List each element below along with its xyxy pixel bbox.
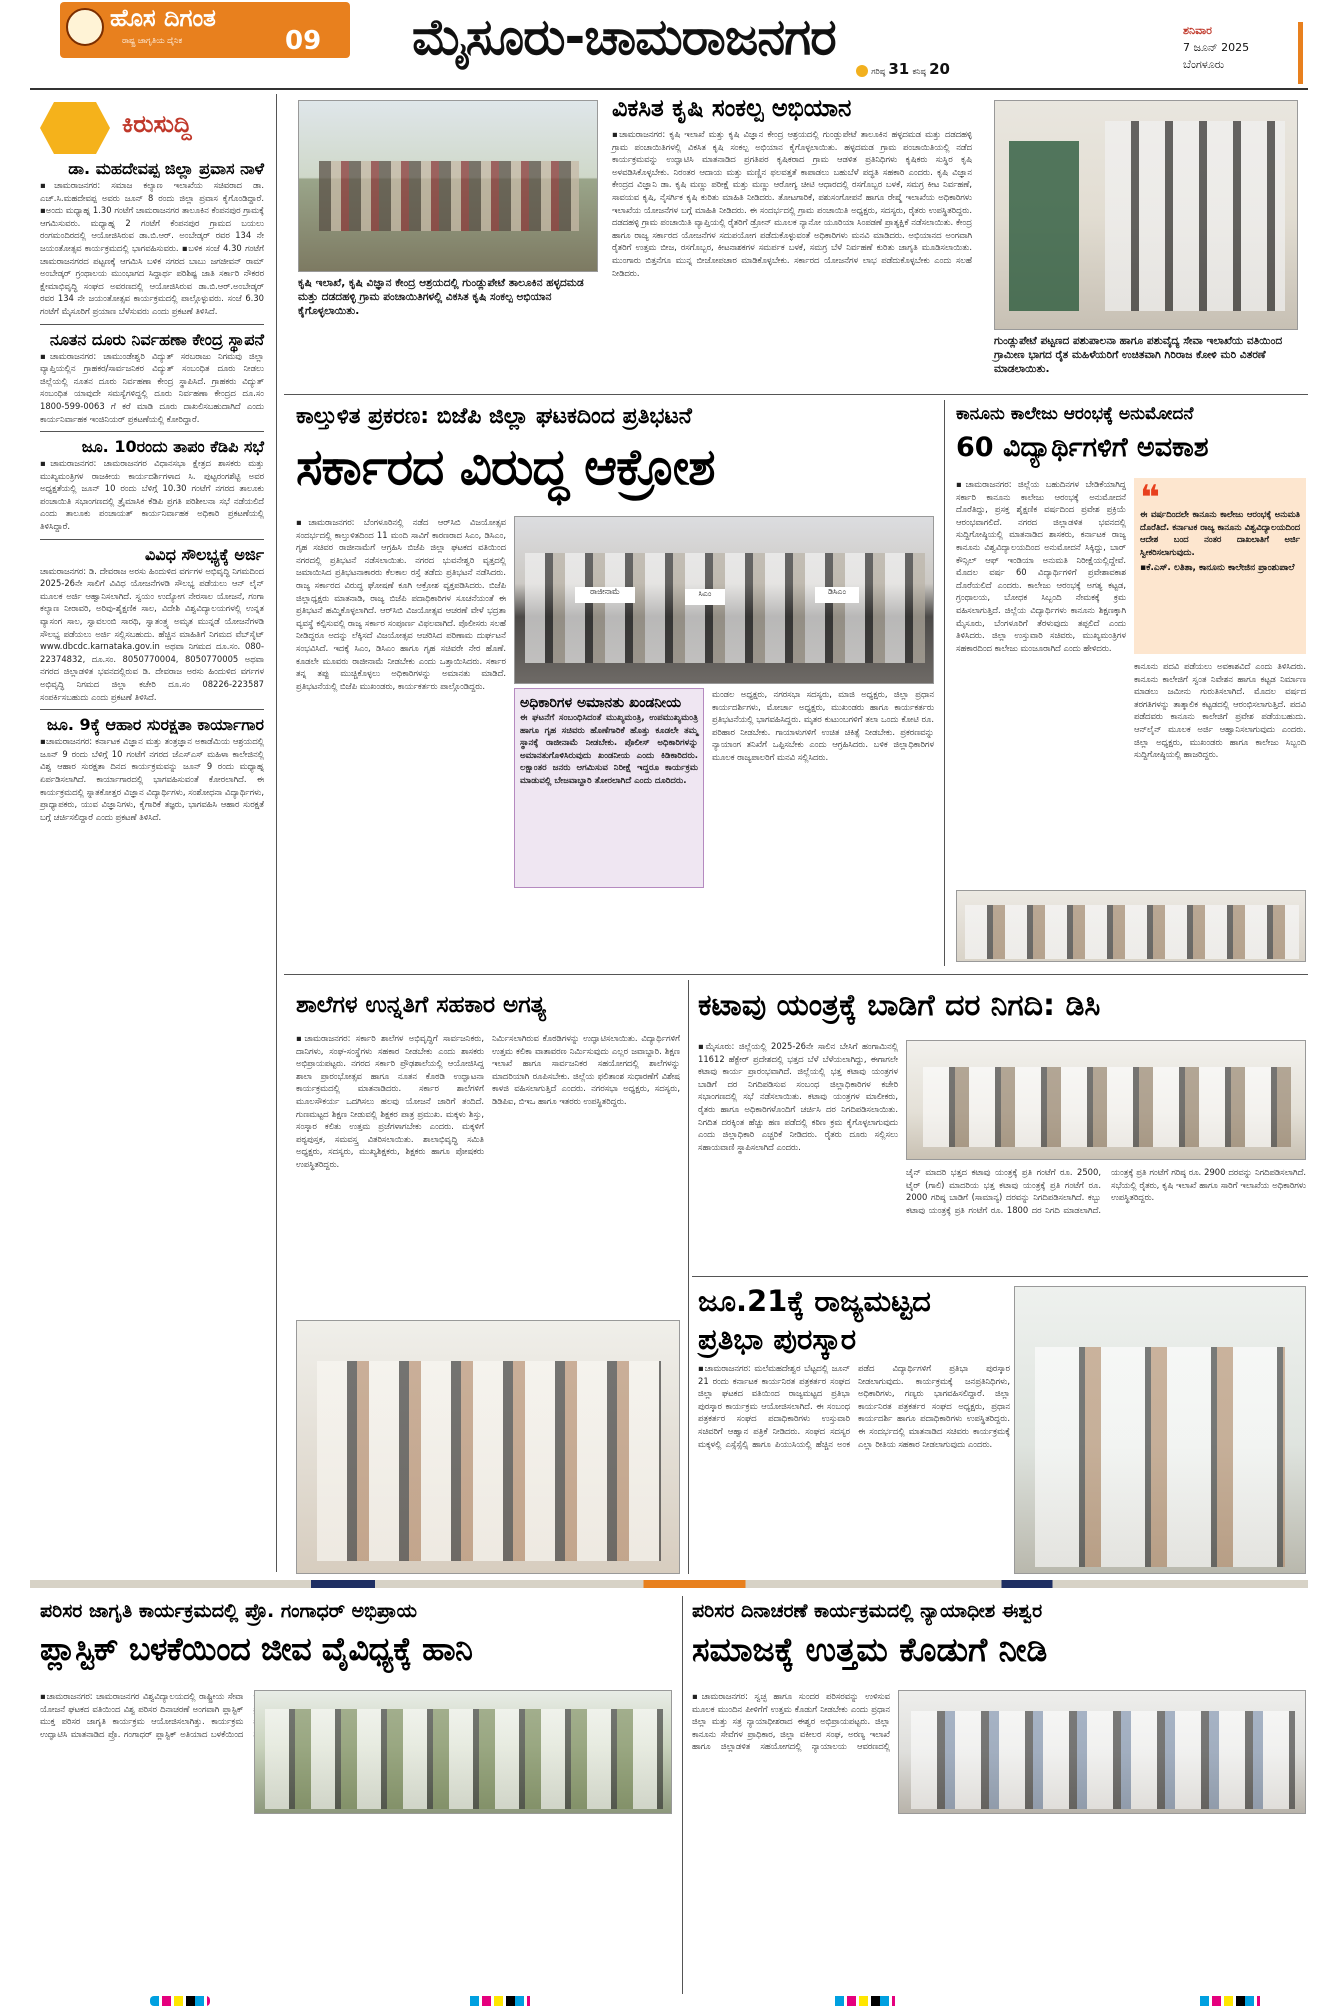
brief-item <box>40 431 267 533</box>
color-bar <box>30 1580 1308 1588</box>
registration-marks <box>1200 1996 1260 2006</box>
column-divider <box>944 400 945 966</box>
masthead-logo <box>60 2 350 58</box>
story3-body2: ಕಾನೂನು ಪದವಿ ಪಡೆಯಲು ಅವಕಾಶವಿದೆ ಎಂದು ತಿಳಿಸಿದರು. ಕಾನೂನು ಕಾಲೇಜಿಗೆ ಸ್ವಂತ ನಿವೇಶನ ಹಾಗೂ ಕಟ್ಟಡ ನಿರ್ಮಾಣ ಮಾಡಲು ಜಮೀನು ಗುರುತಿಸಲಾಗಿದೆ. ಮೊದಲ ವರ್ಷದ ತರಗತಿಗಳನ್ನು ತಾತ್ಕಾಲಿಕ ಕಟ್ಟಡದಲ್ಲಿ ಆರಂಭಿಸಲಾಗುತ್ತಿದೆ. ಪದವಿ ಪಡೆದವರು ಕಾನೂನು ಕಾಲೇಜಿಗೆ ಪ್ರವೇಶ ಪಡೆಯಬಹುದು. ಆನ್‌ಲೈನ್ ಮೂಲಕ ಅರ್ಜಿ ಆಹ್ವಾನಿಸಲಾಗುವುದು ಎಂದರು. ಜಿಲ್ಲಾ ಅಧ್ಯಕ್ಷರು, ಮುಖಂಡರು ಹಾಗೂ ಕಾಲೇಜು ಸಿಬ್ಬಂದಿ ಸುದ್ದಿಗೋಷ್ಠಿಯಲ್ಲಿ ಹಾಜರಿದ್ದರು. <box>1134 661 1309 760</box>
story2-body: ▪ಚಾಮರಾಜನಗರ: ಬೆಂಗಳೂರಿನಲ್ಲಿ ನಡೆದ ಆರ್‌ಸಿಬಿ ವಿಜಯೋತ್ಸವ ಸಂದರ್ಭದಲ್ಲಿ ಕಾಲ್ತುಳಿತದಿಂದ 11 ಮಂದಿ ಸಾವಿಗೆ ಕಾರಣರಾದ ಸಿಎಂ, ಡಿಸಿಎಂ, ಗೃಹ ಸಚಿವರ ರಾಜೀನಾಮೆಗೆ ಆಗ್ರಹಿಸಿ ಬಿಜೆಪಿ ಜಿಲ್ಲಾ ಘಟಕದ ವತಿಯಿಂದ ನಗರದಲ್ಲಿ ಪ್ರತಿಭಟನೆ ನಡೆಸಲಾಯಿತು. ನಗರದ ಭುವನೇಶ್ವರಿ ವೃತ್ತದಲ್ಲಿ ಜಮಾಯಿಸಿದ ಪ್ರತಿಭಟನಾಕಾರರು ಕೆಲಕಾಲ ರಸ್ತೆ ತಡೆದು ಪ್ರತಿಭಟನೆ ನಡೆಸಿದರು. ರಾಜ್ಯ ಸರ್ಕಾರದ ವಿರುದ್ಧ ಘೋಷಣೆ ಕೂಗಿ ಆಕ್ರೋಶ ವ್ಯಕ್ತಪಡಿಸಿದರು. ಬಿಜೆಪಿ ಜಿಲ್ಲಾಧ್ಯಕ್ಷರು ಮಾತನಾಡಿ, ರಾಜ್ಯ ಬಿಜೆಪಿ ಪದಾಧಿಕಾರಿಗಳ ಸೂಚನೆಯಂತೆ ಈ ಪ್ರತಿಭಟನೆ ಹಮ್ಮಿಕೊಳ್ಳಲಾಗಿದೆ. ಆರ್‌ಸಿಬಿ ವಿಜಯೋತ್ಸವ ಆಚರಣೆ ವೇಳೆ ಭದ್ರತಾ ವ್ಯವಸ್ಥೆ ಕಲ್ಪಿಸುವಲ್ಲಿ ರಾಜ್ಯ ಸರ್ಕಾರ ಸಂಪೂರ್ಣ ವಿಫಲವಾಗಿದೆ. ಪೊಲೀಸರು ಸಲಹೆ ನೀಡಿದ್ದರೂ ಅದನ್ನು ಲೆಕ್ಕಿಸದೆ ವಿಜಯೋತ್ಸವ ಆಚರಿಸಿದ ಪರಿಣಾಮ ದುರ್ಘಟನೆ ಸಂಭವಿಸಿದೆ. ಇದಕ್ಕೆ ಸಿಎಂ, ಡಿಸಿಎಂ ಹಾಗೂ ಗೃಹ ಸಚಿವರೇ ನೇರ ಹೊಣೆ. ಕೂಡಲೇ ಮೂವರು ರಾಜೀನಾಮೆ ನೀಡಬೇಕು ಎಂದು ಒತ್ತಾಯಿಸಿದರು. ಸರ್ಕಾರ ತನ್ನ ತಪ್ಪು ಮುಚ್ಚಿಕೊಳ್ಳಲು ಅಧಿಕಾರಿಗಳನ್ನು ಅಮಾನತು ಮಾಡಿದೆ. ಪ್ರತಿಭಟನೆಯಲ್ಲಿ ಬಿಜೆಪಿ ಮುಖಂಡರು, ಕಾರ್ಯಕರ್ತರು ಪಾಲ್ಗೊಂಡಿದ್ದರು. <box>296 517 509 691</box>
brief-item <box>40 539 267 704</box>
brief-item <box>40 709 267 823</box>
story4-body: ▪ಚಾಮರಾಜನಗರ: ಸರ್ಕಾರಿ ಶಾಲೆಗಳ ಅಭಿವೃದ್ಧಿಗೆ ಸಾರ್ವಜನಿಕರು, ದಾನಿಗಳು, ಸಂಘ-ಸಂಸ್ಥೆಗಳು ಸಹಕಾರ ನೀಡಬೇಕು ಎಂದು ಶಾಸಕರು ಅಭಿಪ್ರಾಯಪಟ್ಟರು. ನಗರದ ಸರ್ಕಾರಿ ಪ್ರೌಢಶಾಲೆಯಲ್ಲಿ ಆಯೋಜಿಸಿದ್ದ ಶಾಲಾ ಪ್ರಾರಂಭೋತ್ಸವ ಹಾಗೂ ನೂತನ ಕೊಠಡಿ ಉದ್ಘಾಟನಾ ಕಾರ್ಯಕ್ರಮದಲ್ಲಿ ಮಾತನಾಡಿದರು. ಸರ್ಕಾರ ಶಾಲೆಗಳಿಗೆ ಮೂಲಸೌಕರ್ಯ ಒದಗಿಸಲು ಹಲವು ಯೋಜನೆ ಜಾರಿಗೆ ತಂದಿದೆ. ಗುಣಮಟ್ಟದ ಶಿಕ್ಷಣ ನೀಡುವಲ್ಲಿ ಶಿಕ್ಷಕರ ಪಾತ್ರ ಪ್ರಮುಖ. ಮಕ್ಕಳು ಶಿಸ್ತು, ಸಂಸ್ಕಾರ ಕಲಿತು ಉತ್ತಮ ಪ್ರಜೆಗಳಾಗಬೇಕು ಎಂದರು. ಮಕ್ಕಳಿಗೆ ಪಠ್ಯಪುಸ್ತಕ, ಸಮವಸ್ತ್ರ ವಿತರಿಸಲಾಯಿತು. ಶಾಲಾಭಿವೃದ್ಧಿ ಸಮಿತಿ ಅಧ್ಯಕ್ಷರು, ಸದಸ್ಯರು, ಮುಖ್ಯಶಿಕ್ಷಕರು, ಶಿಕ್ಷಕರು ಹಾಗೂ ಪೋಷಕರು ಉಪಸ್ಥಿತರಿದ್ದರು. <box>296 1033 487 1169</box>
brief-title: ಜೂ. 9ಕ್ಕೆ ಆಹಾರ ಸುರಕ್ಷತಾ ಕಾರ್ಯಾಗಾರ <box>46 715 264 735</box>
quote-byline: ▪ಕೆ.ಎಸ್. ಲತಿತಾ, ಕಾನೂನು ಕಾಲೇಜಿನ ಪ್ರಾಂಶುಪಾಲೆ <box>1140 563 1295 574</box>
story8-kicker: ಪರಿಸರ ದಿನಾಚರಣೆ ಕಾರ್ಯಕ್ರಮದಲ್ಲಿ ನ್ಯಾಯಾಧೀಶ ಈಶ್ವರ <box>692 1600 1043 1622</box>
story4-body2: ನಿರ್ಮಿಸಲಾಗಿರುವ ಕೊಠಡಿಗಳನ್ನು ಉದ್ಘಾಟಿಸಲಾಯಿತು. ವಿದ್ಯಾರ್ಥಿಗಳಿಗೆ ಉತ್ತಮ ಕಲಿಕಾ ವಾತಾವರಣ ನಿರ್ಮಿಸುವುದು ಎಲ್ಲರ ಜವಾಬ್ದಾರಿ. ಶಿಕ್ಷಣ ಇಲಾಖೆ ಹಾಗೂ ಸಾರ್ವಜನಿಕರ ಸಹಯೋಗದಲ್ಲಿ ಶಾಲೆಗಳನ್ನು ಮಾದರಿಯಾಗಿ ರೂಪಿಸಬೇಕು. ಜಿಲ್ಲೆಯ ಫಲಿತಾಂಶ ಸುಧಾರಣೆಗೆ ವಿಶೇಷ ಕಾಳಜಿ ವಹಿಸಲಾಗುತ್ತಿದೆ ಎಂದರು. ನಗರಸಭಾ ಅಧ್ಯಕ್ಷರು, ಸದಸ್ಯರು, ಡಿಡಿಪಿಐ, ಬಿಇಒ ಹಾಗೂ ಇತರರು ಉಪಸ್ಥಿತರಿದ್ದರು. <box>492 1033 683 1106</box>
dateline <box>1183 22 1303 84</box>
photo-caption: ಗುಂಡ್ಲುಪೇಟೆ ಪಟ್ಟಣದ ಪಶುಪಾಲನಾ ಹಾಗೂ ಪಶುವೈದ್ಯ ಸೇವಾ ಇಲಾಖೆಯ ವತಿಯಿಂದ ಗ್ರಾಮೀಣ ಭಾಗದ ರೈತ ಮಹಿಳೆಯರಿಗೆ ಉಚಿತವಾಗಿ ಗಿರಿರಾಜ ಕೋಳಿ ಮರಿ ವಿತರಣೆ ಮಾಡಲಾಯಿತು. <box>994 335 1283 375</box>
story3-quote-box <box>1134 478 1306 654</box>
section-rule <box>284 394 1308 395</box>
story2-body2: ಮಂಡಲ ಅಧ್ಯಕ್ಷರು, ನಗರಸಭಾ ಸದಸ್ಯರು, ಮಾಜಿ ಅಧ್ಯಕ್ಷರು, ಜಿಲ್ಲಾ ಪ್ರಧಾನ ಕಾರ್ಯದರ್ಶಿಗಳು, ಮೋರ್ಚಾ ಅಧ್ಯಕ್ಷರು, ಮುಖಂಡರು ಹಾಗೂ ಕಾರ್ಯಕರ್ತರು ಪ್ರತಿಭಟನೆಯಲ್ಲಿ ಭಾಗವಹಿಸಿದ್ದರು. ಮೃತರ ಕುಟುಂಬಗಳಿಗೆ ತಲಾ ಒಂದು ಕೋಟಿ ರೂ. ಪರಿಹಾರ ನೀಡಬೇಕು. ಗಾಯಾಳುಗಳಿಗೆ ಉಚಿತ ಚಿಕಿತ್ಸೆ ನೀಡಬೇಕು. ಪ್ರಕರಣವನ್ನು ನ್ಯಾಯಾಂಗ ತನಿಖೆಗೆ ಒಪ್ಪಿಸಬೇಕು ಎಂದು ಆಗ್ರಹಿಸಿದರು. ಬಳಿಕ ಜಿಲ್ಲಾಧಿಕಾರಿಗಳ ಮೂಲಕ ರಾಜ್ಯಪಾಲರಿಗೆ ಮನವಿ ಸಲ್ಲಿಸಿದರು. <box>712 689 937 762</box>
photo-caption: ಕೃಷಿ ಇಲಾಖೆ, ಕೃಷಿ ವಿಜ್ಞಾನ ಕೇಂದ್ರ ಆಶ್ರಯದಲ್ಲಿ ಗುಂಡ್ಲುಪೇಟೆ ತಾಲೂಕಿನ ಹಳ್ಳದಮಡ ಮತ್ತು ದಡದಹಳ್ಳಿ ಗ್ರಾಮ ಪಂಚಾಯಿತಿಗಳಲ್ಲಿ ವಿಕಸಿತ ಕೃಷಿ ಸಂಕಲ್ಪ ಅಭಿಯಾನ ಕೈಗೊಳ್ಳಲಾಯಿತು. <box>298 277 584 317</box>
sidebar-brand <box>40 98 262 158</box>
page-number: 09 <box>285 26 322 56</box>
sun-icon <box>856 65 868 77</box>
story3-body: ▪ಚಾಮರಾಜನಗರ: ಜಿಲ್ಲೆಯ ಬಹುದಿನಗಳ ಬೇಡಿಕೆಯಾಗಿದ್ದ ಸರ್ಕಾರಿ ಕಾನೂನು ಕಾಲೇಜು ಆರಂಭಕ್ಕೆ ಅನುಮೋದನೆ ದೊರೆತಿದ್ದು, ಪ್ರಸಕ್ತ ಶೈಕ್ಷಣಿಕ ವರ್ಷದಿಂದ ಪ್ರವೇಶ ಪ್ರಕ್ರಿಯೆ ಆರಂಭವಾಗಲಿದೆ. ನಗರದ ಜಿಲ್ಲಾಡಳಿತ ಭವನದಲ್ಲಿ ಸುದ್ದಿಗೋಷ್ಠಿಯಲ್ಲಿ ಮಾತನಾಡಿದ ಶಾಸಕರು, ಕರ್ನಾಟಕ ರಾಜ್ಯ ಕಾನೂನು ವಿಶ್ವವಿದ್ಯಾಲಯದಿಂದ ಅನುಮೋದನೆ ಸಿಕ್ಕಿದ್ದು, ಬಾರ್ ಕೌನ್ಸಿಲ್ ಆಫ್ ಇಂಡಿಯಾ ಅನುಮತಿ ನಿರೀಕ್ಷೆಯಲ್ಲಿದ್ದೇವೆ. ಮೊದಲ ವರ್ಷ 60 ವಿದ್ಯಾರ್ಥಿಗಳಿಗೆ ಪ್ರವೇಶಾವಕಾಶ ದೊರೆಯಲಿದೆ ಎಂದರು. ಕಾಲೇಜು ಆರಂಭಕ್ಕೆ ಅಗತ್ಯ ಕಟ್ಟಡ, ಗ್ರಂಥಾಲಯ, ಬೋಧಕ ಸಿಬ್ಬಂದಿ ನೇಮಕಕ್ಕೆ ಕ್ರಮ ವಹಿಸಲಾಗುತ್ತಿದೆ. ಜಿಲ್ಲೆಯ ವಿದ್ಯಾರ್ಥಿಗಳು ಕಾನೂನು ಶಿಕ್ಷಣಕ್ಕಾಗಿ ಮೈಸೂರು, ಬೆಂಗಳೂರಿಗೆ ತೆರಳುವುದು ತಪ್ಪಲಿದೆ ಎಂದು ತಿಳಿಸಿದರು. ಜಿಲ್ಲಾ ಉಸ್ತುವಾರಿ ಸಚಿವರು, ಮುಖ್ಯಮಂತ್ರಿಗಳ ಸಹಕಾರದಿಂದ ಕಾಲೇಜು ಮಂಜೂರಾಗಿದೆ ಎಂದು ಹೇಳಿದರು. <box>956 479 1129 653</box>
story1-body: ▪ಚಾಮರಾಜನಗರ: ಕೃಷಿ ಇಲಾಖೆ ಮತ್ತು ಕೃಷಿ ವಿಜ್ಞಾನ ಕೇಂದ್ರ ಆಶ್ರಯದಲ್ಲಿ ಗುಂಡ್ಲುಪೇಟೆ ತಾಲೂಕಿನ ಹಳ್ಳದಮಡ ಮತ್ತು ದಡದಹಳ್ಳಿ ಗ್ರಾಮ ಪಂಚಾಯಿತಿಗಳಲ್ಲಿ ವಿಕಸಿತ ಕೃಷಿ ಸಂಕಲ್ಪ ಅಭಿಯಾನ ಕೈಗೊಳ್ಳಲಾಯಿತು. ಹಳ್ಳದಮಡ ಗ್ರಾಮ ಪಂಚಾಯಿತಿಯಲ್ಲಿ ನಡೆದ ಕಾರ್ಯಕ್ರಮವನ್ನು ಉದ್ಘಾಟಿಸಿ ಮಾತನಾಡಿದ ಪ್ರಗತಿಪರ ಕೃಷಿಕರಾದ ಗ್ರಾಮ ಆಡಳಿತ ಪ್ರತಿನಿಧಿಗಳು ಕೃಷಿಕರು ಸುಸ್ಥಿರ ಕೃಷಿ ಅಳವಡಿಸಿಕೊಳ್ಳಬೇಕು. ನಿರಂತರ ಆದಾಯ ಮತ್ತು ಮಣ್ಣಿನ ಫಲವತ್ತತೆ ಕಾಪಾಡಲು ಬಹುಬೆಳೆ ಪದ್ಧತಿ ಸಹಕಾರಿ ಎಂದರು. ಕೃಷಿ ವಿಜ್ಞಾನ ಕೇಂದ್ರದ ವಿಜ್ಞಾನಿ ಡಾ. ಕೃಷಿ ಮಣ್ಣು ಪರೀಕ್ಷೆ ಮತ್ತು ಮಣ್ಣು ಆರೋಗ್ಯ ಚೀಟಿ ಆಧಾರದಲ್ಲಿ ರಸಗೊಬ್ಬರ ಬಳಕೆ, ಸಮಗ್ರ ಕೀಟ ನಿರ್ವಹಣೆ, ಸಾವಯವ ಕೃಷಿ, ನೈಸರ್ಗಿಕ ಕೃಷಿ ಕುರಿತು ಮಾಹಿತಿ ನೀಡಿದರು. ತೋಟಗಾರಿಕೆ, ಪಶುಸಂಗೋಪನೆ ಹಾಗೂ ರೇಷ್ಮೆ ಇಲಾಖೆಯ ಅಧಿಕಾರಿಗಳು ಇಲಾಖೆಯ ಯೋಜನೆಗಳ ಬಗ್ಗೆ ಮಾಹಿತಿ ನೀಡಿದರು. ಈ ಸಂದರ್ಭದಲ್ಲಿ ಗ್ರಾಮ ಪಂಚಾಯಿತಿ ಅಧ್ಯಕ್ಷರು, ಸದಸ್ಯರು, ರೈತರು ಉಪಸ್ಥಿತರಿದ್ದರು. ದಡದಹಳ್ಳಿ ಗ್ರಾಮ ಪಂಚಾಯಿತಿ ವ್ಯಾಪ್ತಿಯಲ್ಲಿ ರೈತರಿಗೆ ಡ್ರೋನ್ ಮೂಲಕ ನ್ಯಾನೋ ಯೂರಿಯಾ ಸಿಂಪಡಣೆ ಪ್ರಾತ್ಯಕ್ಷಿಕೆ ನಡೆಸಲಾಯಿತು. ಕೇಂದ್ರ ಹಾಗೂ ರಾಜ್ಯ ಸರ್ಕಾರದ ಯೋಜನೆಗಳ ಸದುಪಯೋಗ ಪಡೆದುಕೊಳ್ಳುವಂತೆ ಅಧಿಕಾರಿಗಳು ಮನವಿ ಮಾಡಿದರು. ಅಭಿಯಾನದ ಅಂಗವಾಗಿ ರೈತರಿಗೆ ಉತ್ತಮ ಬೀಜ, ರಸಗೊಬ್ಬರ, ಕೀಟನಾಶಕಗಳ ಸಮರ್ಪಕ ಬಳಕೆ, ಸಮಗ್ರ ಬೆಳೆ ನಿರ್ವಹಣೆ ಕುರಿತು ಜಾಗೃತಿ ಮೂಡಿಸಲಾಯಿತು. ಮುಂಗಾರು ಬಿತ್ತನೆಗೂ ಮುನ್ನ ಬೀಜೋಪಚಾರ ಮಾಡಿಕೊಳ್ಳಬೇಕು. ಸರ್ಕಾರದ ಯೋಜನೆಗಳ ಲಾಭ ಪಡೆದುಕೊಳ್ಳಬೇಕು ಎಂದು ಸಲಹೆ ನೀಡಿದರು. <box>612 129 975 278</box>
hand-icon <box>40 102 110 154</box>
protest-sign: ರಾಜೀನಾಮೆ <box>575 587 635 603</box>
column-divider <box>276 94 277 1572</box>
story8-headline: ಸಮಾಜಕ್ಕೆ ಉತ್ತಮ ಕೊಡುಗೆ ನೀಡಿ <box>692 1630 1048 1669</box>
story7-kicker: ಪರಿಸರ ಜಾಗೃತಿ ಕಾರ್ಯಕ್ರಮದಲ್ಲಿ ಪ್ರೊ. ಗಂಗಾಧರ್ ಅಭಿಪ್ರಾಯ <box>40 1600 417 1622</box>
photo-invitation <box>1014 1286 1306 1574</box>
brief-body: ▪ಚಾಮರಾಜನಗರ: ಕರ್ನಾಟಕ ವಿಜ್ಞಾನ ಮತ್ತು ತಂತ್ರಜ್ಞಾನ ಅಕಾಡೆಮಿಯ ಆಶ್ರಯದಲ್ಲಿ ಜೂನ್ 9 ರಂದು ಬೆಳಿಗ್ಗೆ 10 ಗಂಟೆಗೆ ನಗರದ ಜೆಎಸ್‌ಎಸ್ ಮಹಿಳಾ ಕಾಲೇಜಿನಲ್ಲಿ ವಿಶ್ವ ಆಹಾರ ಸುರಕ್ಷತಾ ದಿನದ ಕಾರ್ಯಕ್ರಮವನ್ನು ಜೂನ್ 9 ರಂದು ಮಧ್ಯಾಹ್ನ ಏರ್ಪಡಿಸಲಾಗಿದೆ. ಕಾರ್ಯಾಗಾರದಲ್ಲಿ ಭಾಗವಹಿಸುವಂತೆ ಕೋರಲಾಗಿದೆ. ಈ ಕಾರ್ಯಕ್ರಮದಲ್ಲಿ ಸ್ನಾತಕೋತ್ತರ ವಿಜ್ಞಾನ ವಿದ್ಯಾರ್ಥಿಗಳು, ಸಂಶೋಧನಾ ವಿದ್ಯಾರ್ಥಿಗಳು, ಪ್ರಾಧ್ಯಾಪಕರು, ಯುವ ವಿಜ್ಞಾನಿಗಳು, ಕೈಗಾರಿಕೆ ತಜ್ಞರು, ಭಾಗವಹಿಸಿ ಆಹಾರ ಸುರಕ್ಷತೆ ಬಗ್ಗೆ ಚರ್ಚಿಸಲಿದ್ದಾರೆ ಎಂದು ಪ್ರಕಟಣೆ ತಿಳಿಸಿದೆ. <box>40 736 267 822</box>
story2-box <box>514 688 704 888</box>
weather-widget <box>856 60 996 84</box>
weather-min: 20 <box>929 60 950 78</box>
sidebar-brand-text: ಕಿರುಸುದ್ದಿ <box>122 110 192 138</box>
story8-body: ▪ಚಾಮರಾಜನಗರ: ಸ್ವಚ್ಛ ಹಾಗೂ ಸುಂದರ ಪರಿಸರವನ್ನು ಉಳಿಸುವ ಮೂಲಕ ಮುಂದಿನ ಪೀಳಿಗೆಗೆ ಉತ್ತಮ ಕೊಡುಗೆ ನೀಡಬೇಕು ಎಂದು ಪ್ರಧಾನ ಜಿಲ್ಲಾ ಮತ್ತು ಸತ್ರ ನ್ಯಾಯಾಧೀಶರಾದ ಈಶ್ವರ ಅಭಿಪ್ರಾಯಪಟ್ಟರು. ಜಿಲ್ಲಾ ಕಾನೂನು ಸೇವೆಗಳ ಪ್ರಾಧಿಕಾರ, ಜಿಲ್ಲಾ ವಕೀಲರ ಸಂಘ, ಅರಣ್ಯ ಇಲಾಖೆ ಹಾಗೂ ಜಿಲ್ಲಾಡಳಿತ ಸಹಯೋಗದಲ್ಲಿ ನ್ಯಾಯಾಲಯ ಆವರಣದಲ್ಲಿ <box>692 1691 890 1752</box>
registration-marks <box>150 1996 210 2006</box>
column-divider <box>682 1596 683 1994</box>
photo-press-meet <box>956 890 1306 962</box>
story2-kicker: ಕಾಲ್ತುಳಿತ ಪ್ರಕರಣ: ಬಿಜೆಪಿ ಜಿಲ್ಲಾ ಘಟಕದಿಂದ ಪ್ರತಿಭಟನೆ <box>296 404 692 429</box>
weather-max-label: ಗರಿಷ್ಠ <box>871 67 886 76</box>
story5-headline: ಕಟಾವು ಯಂತ್ರಕ್ಕೆ ಬಾಡಿಗೆ ದರ ನಿಗದಿ: ಡಿಸಿ <box>698 988 1101 1023</box>
protest-sign: ಡಿಸಿಎಂ <box>815 587 859 603</box>
registration-marks <box>835 1996 895 2006</box>
logo-tagline: ರಾಷ್ಟ್ರ ಜಾಗೃತಿಯ ದೈನಿಕ <box>122 36 183 45</box>
sidebar-column <box>40 158 267 1550</box>
photo-plastic-awareness <box>254 1690 672 1814</box>
quote-text: ಈ ವರ್ಷದಿಂದಲೇ ಕಾನೂನು ಕಾಲೇಜು ಆರಂಭಕ್ಕೆ ಅನುಮತಿ ದೊರೆತಿದೆ. ಕರ್ನಾಟಕ ರಾಜ್ಯ ಕಾನೂನು ವಿಶ್ವವಿದ್ಯಾಲಯದಿಂದ ಆದೇಶ ಬಂದ ನಂತರ ದಾಖಲಾತಿಗೆ ಅರ್ಜಿ ಸ್ವೀಕರಿಸಲಾಗುವುದು. <box>1140 509 1303 557</box>
box-title: ಅಧಿಕಾರಿಗಳ ಅಮಾನತು ಖಂಡನೀಯ <box>520 695 682 711</box>
protest-sign: ಸಿಎಂ <box>685 589 725 605</box>
registration-marks <box>470 1996 530 2006</box>
photo-harvester-meeting <box>906 1040 1306 1160</box>
story7-body: ▪ಚಾಮರಾಜನಗರ: ಚಾಮರಾಜನಗರ ವಿಶ್ವವಿದ್ಯಾಲಯದಲ್ಲಿ ರಾಷ್ಟ್ರೀಯ ಸೇವಾ ಯೋಜನೆ ಘಟಕದ ವತಿಯಿಂದ ವಿಶ್ವ ಪರಿಸರ ದಿನಾಚರಣೆ ಅಂಗವಾಗಿ ಪ್ಲಾಸ್ಟಿಕ್ ಮುಕ್ತ ಪರಿಸರ ಜಾಗೃತಿ ಕಾರ್ಯಕ್ರಮ ಆಯೋಜಿಸಲಾಗಿತ್ತು. ಕಾರ್ಯಕ್ರಮ ಉದ್ಘಾಟಿಸಿ ಮಾತನಾಡಿದ ಪ್ರೊ. ಗಂಗಾಧರ್ ಪ್ಲಾಸ್ಟಿಕ್ ಅತಿಯಾದ ಬಳಕೆಯಿಂದ <box>40 1691 244 1739</box>
weather-min-label: ಕನಿಷ್ಠ <box>912 67 926 76</box>
brief-title: ಡಾ. ಮಹದೇವಪ್ಪ ಜಿಲ್ಲಾ ಪ್ರವಾಸ ನಾಳೆ <box>68 159 264 178</box>
photo-protest <box>514 516 934 684</box>
photo-farmers <box>298 100 598 272</box>
story5-body2: ಚೈನ್ ಮಾದರಿ ಭತ್ತದ ಕಟಾವು ಯಂತ್ರಕ್ಕೆ ಪ್ರತಿ ಗಂಟೆಗೆ ರೂ. 2500, ಟೈರ್ (ಗಾಲಿ) ಮಾದರಿಯ ಭತ್ತ ಕಟಾವು ಯಂತ್ರಕ್ಕೆ ಪ್ರತಿ ಗಂಟೆಗೆ ರೂ. 2000 ಗರಿಷ್ಠ ಬಾಡಿಗೆ (ಸಾಮಾನ್ಯ) ದರವನ್ನು ನಿಗದಿಪಡಿಸಲಾಗಿದೆ. ಕಬ್ಬು ಕಟಾವು ಯಂತ್ರಕ್ಕೆ ಪ್ರತಿ ಗಂಟೆಗೆ ರೂ. 1800 ದರ ನಿಗದಿ ಮಾಡಲಾಗಿದೆ. ಯಂತ್ರಕ್ಕೆ ಪ್ರತಿ ಗಂಟೆಗೆ ಗರಿಷ್ಠ ರೂ. 2900 ದರವನ್ನು ನಿಗದಿಪಡಿಸಲಾಗಿದೆ. ಸಭೆಯಲ್ಲಿ ರೈತರು, ಕೃಷಿ ಇಲಾಖೆ ಹಾಗೂ ಸಾರಿಗೆ ಇಲಾಖೆಯ ಅಧಿಕಾರಿಗಳು ಉಪಸ್ಥಿತರಿದ್ದರು. <box>906 1167 1309 1215</box>
weather-max: 31 <box>888 60 910 78</box>
logo-text: ಹೊಸ ದಿಗಂತ <box>110 4 216 32</box>
brief-body: ▪ಚಾಮರಾಜನಗರ: ಚಾಮುಂಡೇಶ್ವರಿ ವಿದ್ಯುತ್ ಸರಬರಾಜು ನಿಗಮವು ಜಿಲ್ಲಾ ವ್ಯಾಪ್ತಿಯಲ್ಲಿನ ಗ್ರಾಹಕರ/ಸಾರ್ವಜನಿಕರ ವಿದ್ಯುತ್ ಸಂಬಂಧಿತ ದೂರು ನೀಡಲು ಜಿಲ್ಲೆಯಲ್ಲಿ ನೂತನ ದೂರು ನಿರ್ವಹಣಾ ಕೇಂದ್ರ ಸ್ಥಾಪಿಸಿದೆ. ಗ್ರಾಹಕರು ವಿದ್ಯುತ್ ಸಂಬಂಧಿತ ಯಾವುದೇ ಸಮಸ್ಯೆಗಳಿದ್ದಲ್ಲಿ ದೂರು ನಿರ್ವಹಣಾ ಕೇಂದ್ರದ ದೂ.ಸಂ 1800-599-0063 ಗೆ ಕರೆ ಮಾಡಿ ದೂರು ದಾಖಲಿಸಬಹುದಾಗಿದೆ ಎಂದು ಕಾರ್ಯನಿರ್ವಾಹಕ ಇಂಜಿನಿಯರ್ ಪ್ರಕಟಣೆಯಲ್ಲಿ ಕೋರಿದ್ದಾರೆ. <box>40 350 267 424</box>
brief-body: ಚಾಮರಾಜನಗರ: ಡಿ. ದೇವರಾಜ ಅರಸು ಹಿಂದುಳಿದ ವರ್ಗಗಳ ಅಭಿವೃದ್ಧಿ ನಿಗಮದಿಂದ 2025-26ನೇ ಸಾಲಿಗೆ ವಿವಿಧ ಯೋಜನೆಗಳಡಿ ಸೌಲಭ್ಯ ಪಡೆಯಲು ಆನ್ ಲೈನ್ ಮೂಲಕ ಅರ್ಜಿ ಆಹ್ವಾನಿಸಲಾಗಿದೆ. ಸ್ವಯಂ ಉದ್ಯೋಗ ನೇರಸಾಲ ಯೋಜನೆ, ಗಂಗಾ ಕಲ್ಯಾಣ ನೀರಾವರಿ, ಅರಿವು-ಶೈಕ್ಷಣಿಕ ಸಾಲ, ವಿದೇಶಿ ವಿಶ್ವವಿದ್ಯಾಲಯಗಳಲ್ಲಿ ಉನ್ನತ ವ್ಯಾಸಂಗ ಸಾಲ, ಸ್ವಾವಲಂಬಿ ಸಾರಥಿ, ಸ್ವಾತಂತ್ರ್ಯ ಅಮೃತ ಮುನ್ನಡೆ ಯೋಜನೆಗಳಡಿ ಸೌಲಭ್ಯ ಪಡೆಯಲು ಅರ್ಜಿ ಸಲ್ಲಿಸಬಹುದು. ಹೆಚ್ಚಿನ ಮಾಹಿತಿಗೆ ನಿಗಮದ ವೆಬ್‌ಸೈಟ್ www.dbcdc.karnataka.gov.in ಅಥವಾ ನಿಗಮದ ದೂ.ಸಂ. 080-22374832, ದೂ.ಸಂ. 8050770004, 8050770005 ಅಥವಾ ನಗರದ ಜಿಲ್ಲಾಡಳಿತ ಭವನದಲ್ಲಿರುವ ಡಿ. ದೇವರಾಜ ಅರಸು ಹಿಂದುಳಿದ ವರ್ಗಗಳ ಅಭಿವೃದ್ಧಿ ನಿಗಮದ ಜಿಲ್ಲಾ ಕಚೇರಿ ದೂ.ಸಂ 08226-223587 ಸಂಪರ್ಕಿಸಬಹುದು ಎಂದು ಪ್ರಕಟಣೆ ತಿಳಿಸಿದೆ. <box>40 565 267 702</box>
brief-title: ವಿವಿಧ ಸೌಲಭ್ಯಕ್ಕೆ ಅರ್ಜಿ <box>144 544 264 564</box>
column-divider <box>688 980 689 1574</box>
date-day: ಶನಿವಾರ <box>1183 24 1212 37</box>
quote-icon: ❝ <box>1140 478 1160 518</box>
story6-body: ▪ಚಾಮರಾಜನಗರ: ಮಲೆಮಹದೇಶ್ವರ ಬೆಟ್ಟದಲ್ಲಿ ಜೂನ್ 21 ರಂದು ಕರ್ನಾಟಕ ಕಾರ್ಯನಿರತ ಪತ್ರಕರ್ತರ ಸಂಘದ ಜಿಲ್ಲಾ ಘಟಕದ ವತಿಯಿಂದ ರಾಜ್ಯಮಟ್ಟದ ಪ್ರತಿಭಾ ಪುರಸ್ಕಾರ ಕಾರ್ಯಕ್ರಮ ಆಯೋಜಿಸಲಾಗಿದೆ. ಈ ಸಂಬಂಧ ಪತ್ರಕರ್ತರ ಸಂಘದ ಪದಾಧಿಕಾರಿಗಳು ಉಸ್ತುವಾರಿ ಸಚಿವರಿಗೆ ಆಹ್ವಾನ ಪತ್ರಿಕೆ ನೀಡಿದರು. ಸಂಘದ ಸದಸ್ಯರ ಮಕ್ಕಳಲ್ಲಿ ಎಸ್ಸೆಸ್ಸೆಲ್ಸಿ ಹಾಗೂ ಪಿಯುಸಿಯಲ್ಲಿ ಹೆಚ್ಚಿನ ಅಂಕ ಪಡೆದ ವಿದ್ಯಾರ್ಥಿಗಳಿಗೆ ಪ್ರತಿಭಾ ಪುರಸ್ಕಾರ ನೀಡಲಾಗುವುದು. ಕಾರ್ಯಕ್ರಮಕ್ಕೆ ಜನಪ್ರತಿನಿಧಿಗಳು, ಅಧಿಕಾರಿಗಳು, ಗಣ್ಯರು ಭಾಗವಹಿಸಲಿದ್ದಾರೆ. ಜಿಲ್ಲಾ ಕಾರ್ಯನಿರತ ಪತ್ರಕರ್ತರ ಸಂಘದ ಅಧ್ಯಕ್ಷರು, ಪ್ರಧಾನ ಕಾರ್ಯದರ್ಶಿ ಹಾಗೂ ಪದಾಧಿಕಾರಿಗಳು ಉಪಸ್ಥಿತರಿದ್ದರು. ಈ ಸಂದರ್ಭದಲ್ಲಿ ಮಾತನಾಡಿದ ಸಚಿವರು ಕಾರ್ಯಕ್ರಮಕ್ಕೆ ಎಲ್ಲಾ ರೀತಿಯ ಸಹಕಾರ ನೀಡಲಾಗುವುದು ಎಂದರು. <box>698 1363 1013 1449</box>
edition-title: ಮೈಸೂರು-ಚಾಮರಾಜನಗರ <box>412 8 836 66</box>
date-full: 7 ಜೂನ್ 2025 <box>1183 41 1250 54</box>
story5-body: ▪ಮೈಸೂರು: ಜಿಲ್ಲೆಯಲ್ಲಿ 2025-26ನೇ ಸಾಲಿನ ಬೇಸಿಗೆ ಹಂಗಾಮಿನಲ್ಲಿ 11612 ಹೆಕ್ಟೇರ್ ಪ್ರದೇಶದಲ್ಲಿ ಭತ್ತದ ಬೆಳೆ ಬೆಳೆಯಲಾಗಿದ್ದು, ಈಗಾಗಲೇ ಕಟಾವು ಕಾರ್ಯ ಪ್ರಾರಂಭವಾಗಿದೆ. ಜಿಲ್ಲೆಯಲ್ಲಿ ಭತ್ತ ಕಟಾವು ಯಂತ್ರಗಳ ಬಾಡಿಗೆ ದರ ನಿಗದಿಪಡಿಸುವ ಸಂಬಂಧ ಜಿಲ್ಲಾಧಿಕಾರಿಗಳ ಕಚೇರಿ ಸಭಾಂಗಣದಲ್ಲಿ ಸಭೆ ನಡೆಸಲಾಯಿತು. ಕಟಾವು ಯಂತ್ರಗಳ ಮಾಲೀಕರು, ರೈತರು ಹಾಗೂ ಅಧಿಕಾರಿಗಳೊಂದಿಗೆ ಚರ್ಚಿಸಿ ದರ ನಿಗದಿಪಡಿಸಲಾಯಿತು. ನಿಗದಿತ ದರಕ್ಕಿಂತ ಹೆಚ್ಚು ಹಣ ಪಡೆದಲ್ಲಿ ಕಠಿಣ ಕ್ರಮ ಕೈಗೊಳ್ಳಲಾಗುವುದು ಎಂದು ಜಿಲ್ಲಾಧಿಕಾರಿ ಎಚ್ಚರಿಕೆ ನೀಡಿದರು. ರೈತರು ದೂರು ಸಲ್ಲಿಸಲು ಸಹಾಯವಾಣಿ ಸ್ಥಾಪಿಸಲಾಗಿದೆ ಎಂದರು. <box>698 1041 901 1152</box>
story1-headline: ವಿಕಸಿತ ಕೃಷಿ ಸಂಕಲ್ಪ ಅಭಿಯಾನ <box>612 94 852 122</box>
box-body: ಈ ಘಟನೆಗೆ ಸಂಬಂಧಿಸಿದಂತೆ ಮುಖ್ಯಮಂತ್ರಿ, ಉಪಮುಖ್ಯಮಂತ್ರಿ ಹಾಗೂ ಗೃಹ ಸಚಿವರು ಹೊಣೆಗಾರಿಕೆ ಹೊತ್ತು ಕೂಡಲೇ ತಮ್ಮ ಸ್ಥಾನಕ್ಕೆ ರಾಜೀನಾಮೆ ನೀಡಬೇಕು. ಪೊಲೀಸ್ ಅಧಿಕಾರಿಗಳನ್ನು ಅಮಾನತುಗೊಳಿಸಿರುವುದು ಖಂಡನೀಯ ಎಂದು ಕಿಡಿಕಾರಿದರು. ಲಕ್ಷಾಂತರ ಜನರು ಆಗಮಿಸುವ ನಿರೀಕ್ಷೆ ಇದ್ದರೂ ಕಾರ್ಯಕ್ರಮ ಮಾಡುವಲ್ಲಿ ಬೇಜವಾಬ್ದಾರಿ ತೋರಲಾಗಿದೆ ಎಂದು ದೂರಿದರು. <box>520 713 701 786</box>
brief-title: ಜೂ. 10ರಂದು ತಾಪಂ ಕೆಡಿಪಿ ಸಭೆ <box>81 437 264 457</box>
story6-headline: ಜೂ.21ಕ್ಕೆ ರಾಜ್ಯಮಟ್ಟದ ಪ್ರತಿಭಾ ಪುರಸ್ಕಾರ <box>698 1284 931 1356</box>
story4-headline: ಶಾಲೆಗಳ ಉನ್ನತಿಗೆ ಸಹಕಾರ ಅಗತ್ಯ <box>296 992 546 1018</box>
story3-headline: 60 ವಿದ್ಯಾರ್ಥಿಗಳಿಗೆ ಅವಕಾಶ <box>956 432 1209 463</box>
logo-emblem <box>66 8 104 46</box>
masthead-rule <box>30 88 1308 90</box>
section-rule <box>284 974 1308 975</box>
story7-headline: ಪ್ಲಾಸ್ಟಿಕ್ ಬಳಕೆಯಿಂದ ಜೀವ ವೈವಿಧ್ಯಕ್ಕೆ ಹಾನಿ <box>40 1630 473 1668</box>
story3-kicker: ಕಾನೂನು ಕಾಲೇಜು ಆರಂಭಕ್ಕೆ ಅನುಮೋದನೆ <box>956 404 1194 424</box>
photo-school-inauguration <box>296 1320 680 1574</box>
story2-headline: ಸರ್ಕಾರದ ವಿರುದ್ಧ ಆಕ್ರೋಶ <box>296 438 715 496</box>
date-city: ಬೆಂಗಳೂರು <box>1183 58 1225 71</box>
photo-livestock <box>994 100 1298 330</box>
brief-body: ▪ಚಾಮರಾಜನಗರ: ಚಾಮರಾಜನಗರ ವಿಧಾನಸಭಾ ಕ್ಷೇತ್ರದ ಶಾಸಕರು ಮತ್ತು ಮುಖ್ಯಮಂತ್ರಿಗಳ ರಾಜಕೀಯ ಕಾರ್ಯದರ್ಶಿಗಳಾದ ಸಿ. ಪುಟ್ಟರಂಗಶೆಟ್ಟಿ ಅವರ ಅಧ್ಯಕ್ಷತೆಯಲ್ಲಿ ಜೂನ್ 10 ರಂದು ಬೆಳಿಗ್ಗೆ 10.30 ಗಂಟೆಗೆ ನಗರದ ತಾಲೂಕು ಪಂಚಾಯಿತಿ ಸಭಾಂಗಣದಲ್ಲಿ ತ್ರೈಮಾಸಿಕ ಕೆಡಿಪಿ ಪ್ರಗತಿ ಪರಿಶೀಲನಾ ಸಭೆ ನಡೆಯಲಿದೆ ಎಂದು ತಾಲೂಕು ಪಂಚಾಯತ್ ಕಾರ್ಯನಿರ್ವಾಹಕ ಅಧಿಕಾರಿ ಪ್ರಕಟಣೆಯಲ್ಲಿ ತಿಳಿಸಿದ್ದಾರೆ. <box>40 458 267 532</box>
section-rule <box>692 1276 1308 1277</box>
brief-title: ನೂತನ ದೂರು ನಿರ್ವಹಣಾ ಕೇಂದ್ರ ಸ್ಥಾಪನೆ <box>49 329 264 349</box>
brief-item <box>40 158 267 318</box>
photo-court-ceremony <box>898 1690 1306 1814</box>
brief-item <box>40 324 267 426</box>
brief-body: ▪ಚಾಮರಾಜನಗರ: ಸಮಾಜ ಕಲ್ಯಾಣ ಇಲಾಖೆಯ ಸಚಿವರಾದ ಡಾ. ಎಚ್.ಸಿ.ಮಹದೇವಪ್ಪ ಅವರು ಜೂನ್ 8 ರಂದು ಜಿಲ್ಲಾ ಪ್ರವಾಸ ಕೈಗೊಂಡಿದ್ದಾರೆ. ▪ಅಂದು ಮಧ್ಯಾಹ್ನ 1.30 ಗಂಟೆಗೆ ಚಾಮರಾಜನಗರ ತಾಲೂಕಿನ ಕೆಂಪನಪುರ ಗ್ರಾಮಕ್ಕೆ ಆಗಮಿಸುವರು. ಮಧ್ಯಾಹ್ನ 2 ಗಂಟೆಗೆ ಕೆಂಪನಪುರ ಗ್ರಾಮದ ಬಯಲು ರಂಗಮಂದಿರದಲ್ಲಿ ಆಯೋಜಿಸಿರುವ ಡಾ.ಬಿ.ಆರ್. ಅಂಬೇಡ್ಕರ್ ರವರ 134 ನೇ ಜಯಂತೋತ್ಸವ ಕಾರ್ಯಕ್ರಮದಲ್ಲಿ ಭಾಗವಹಿಸುವರು. ▪ಬಳಿಕ ಸಂಜೆ 4.30 ಗಂಟೆಗೆ ಚಾಮರಾಜನಗರದ ಪಟ್ಟಣಕ್ಕೆ ಆಗಮಿಸಿ ಬಳಿಕ ನಗರದ ಬಾಬು ಜಗಜೀವನ್ ರಾಮ್ ಅಂಬೇಡ್ಕರ್ ಗ್ರಂಥಾಲಯ ಮುಂಭಾಗದ ಸಿದ್ದಾರ್ಥ ಪರಿಶಿಷ್ಟ ಜಾತಿ ಸರ್ಕಾರಿ ನೌಕರರ ಕ್ಷೇಮಾಭಿವೃದ್ಧಿ ಸಂಘದ ಅವರಣದಲ್ಲಿ ಆಯೋಜಿಸಿರುವ ಡಾ.ಬಿ.ಆರ್.ಅಂಬೇಡ್ಕರ್ ರವರ 134 ನೇ ಜಯಂತೋತ್ಸವ ಕಾರ್ಯಕ್ರಮದಲ್ಲಿ ಪಾಲ್ಗೊಳ್ಳುವರು. ಸಂಜೆ 6.30 ಗಂಟೆಗೆ ಮೈಸೂರಿಗೆ ಪ್ರಯಾಣ ಬೆಳೆಸುವರು ಎಂದು ಪ್ರಕಟಣೆ ತಿಳಿಸಿದೆ. <box>40 180 267 316</box>
